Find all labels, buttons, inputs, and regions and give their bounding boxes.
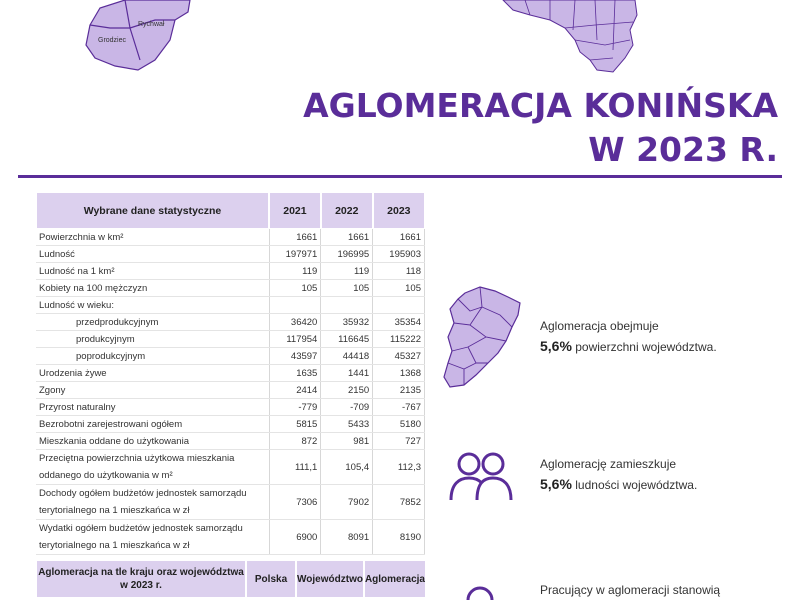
fact-area xyxy=(540,316,717,357)
table-row xyxy=(36,382,425,399)
row-label: Przeciętna powierzchnia użytkowa mieszkania oddanego do użytkowania w m² xyxy=(36,450,269,485)
header-label: Wybrane dane statystyczne xyxy=(36,193,269,229)
table-row xyxy=(36,485,425,520)
cell: 35354 xyxy=(373,314,425,331)
cell: 981 xyxy=(321,433,373,450)
cell: 119 xyxy=(321,263,373,280)
row-label: Urodzenia żywe xyxy=(36,365,269,382)
cell: 117954 xyxy=(269,331,321,348)
cell: 105 xyxy=(269,280,321,297)
cell: 2150 xyxy=(321,382,373,399)
comparison-header-wojewodztwo: Województwo xyxy=(296,561,364,597)
row-label: Dochody ogółem budżetów jednostek samorządu terytorialnego na 1 mieszkańca w zł xyxy=(36,485,269,520)
fact-workers-text: Pracujący w aglomeracji stanowią xyxy=(540,583,721,597)
cell: 1441 xyxy=(321,365,373,382)
cell: 8091 xyxy=(321,520,373,555)
header-2021: 2021 xyxy=(269,193,321,229)
cell: 2414 xyxy=(269,382,321,399)
fact-population-suffix: ludności województwa. xyxy=(571,478,698,492)
header-2022: 2022 xyxy=(321,193,373,229)
cell: 727 xyxy=(373,433,425,450)
cell: 111,1 xyxy=(269,450,321,485)
cell: 5180 xyxy=(373,416,425,433)
people-icon xyxy=(447,448,515,503)
fact-workers xyxy=(540,580,720,600)
cell: -779 xyxy=(269,399,321,416)
map-label-rychwal: Rychwał xyxy=(138,21,165,28)
row-label: Kobiety na 100 mężczyzn xyxy=(36,280,269,297)
cell: 6900 xyxy=(269,520,321,555)
cell: -767 xyxy=(373,399,425,416)
table-row xyxy=(36,229,425,246)
comparison-header-label: Aglomeracja na tle kraju oraz województwa w 2023 r. xyxy=(36,561,246,597)
table-row xyxy=(36,331,425,348)
cell: 115222 xyxy=(373,331,425,348)
cell: 197971 xyxy=(269,246,321,263)
table-row xyxy=(36,348,425,365)
statistics-table xyxy=(35,192,425,555)
comparison-header-polska: Polska xyxy=(246,561,296,597)
cell: 196995 xyxy=(321,246,373,263)
row-label: Mieszkania oddane do użytkowania xyxy=(36,433,269,450)
cell: 2135 xyxy=(373,382,425,399)
map-label-grodziec: Grodziec xyxy=(98,37,127,44)
title-line-1: AGLOMERACJA KONIŃSKA xyxy=(303,86,778,125)
region-map-small xyxy=(80,0,195,75)
title-divider xyxy=(18,175,782,178)
cell: 7306 xyxy=(269,485,321,520)
table-header-row xyxy=(36,193,425,229)
table-row xyxy=(36,399,425,416)
cell: 195903 xyxy=(373,246,425,263)
cell: 7902 xyxy=(321,485,373,520)
cell: 43597 xyxy=(269,348,321,365)
cell: 5815 xyxy=(269,416,321,433)
table-row xyxy=(36,433,425,450)
header-2023: 2023 xyxy=(373,193,425,229)
cell: 119 xyxy=(269,263,321,280)
row-label: Ludność xyxy=(36,246,269,263)
cell: 44418 xyxy=(321,348,373,365)
fact-population-text: Aglomerację zamieszkuje xyxy=(540,457,677,471)
row-label: Zgony xyxy=(36,382,269,399)
cell: 116645 xyxy=(321,331,373,348)
table-row xyxy=(36,246,425,263)
cell: 1661 xyxy=(373,229,425,246)
table-row xyxy=(36,365,425,382)
voivodeship-map xyxy=(495,0,645,75)
cell xyxy=(373,297,425,314)
row-label: Ludność na 1 km² xyxy=(36,263,269,280)
cell: 35932 xyxy=(321,314,373,331)
cell: 1661 xyxy=(321,229,373,246)
table-row xyxy=(36,450,425,485)
fact-area-text: Aglomeracja obejmuje xyxy=(540,319,659,333)
cell: 7852 xyxy=(373,485,425,520)
cell: 1661 xyxy=(269,229,321,246)
cell xyxy=(269,297,321,314)
cell: -709 xyxy=(321,399,373,416)
cell: 8190 xyxy=(373,520,425,555)
cell: 36420 xyxy=(269,314,321,331)
cell: 45327 xyxy=(373,348,425,365)
comparison-header-row xyxy=(36,561,425,597)
fact-area-suffix: powierzchni województwa. xyxy=(571,340,717,354)
cell: 118 xyxy=(373,263,425,280)
row-label: Powierzchnia w km² xyxy=(36,229,269,246)
cell: 112,3 xyxy=(373,450,425,485)
fact-population-value: 5,6% xyxy=(540,476,572,492)
row-label: Przyrost naturalny xyxy=(36,399,269,416)
table-row xyxy=(36,263,425,280)
cell: 105,4 xyxy=(321,450,373,485)
cell: 105 xyxy=(373,280,425,297)
row-label: Ludność w wieku: xyxy=(36,297,269,314)
row-label: Wydatki ogółem budżetów jednostek samorządu terytorialnego na 1 mieszkańca w zł xyxy=(36,520,269,555)
row-label: przedprodukcyjnym xyxy=(36,314,269,331)
row-label: poprodukcyjnym xyxy=(36,348,269,365)
page-title xyxy=(303,84,778,172)
region-map-icon xyxy=(440,285,525,390)
row-label: Bezrobotni zarejestrowani ogółem xyxy=(36,416,269,433)
cell: 1635 xyxy=(269,365,321,382)
title-line-2: W 2023 R. xyxy=(588,130,778,169)
comparison-table xyxy=(35,561,425,597)
cell: 5433 xyxy=(321,416,373,433)
table-row xyxy=(36,520,425,555)
fact-population xyxy=(540,454,697,495)
cell: 1368 xyxy=(373,365,425,382)
row-label: produkcyjnym xyxy=(36,331,269,348)
cell: 105 xyxy=(321,280,373,297)
table-row xyxy=(36,314,425,331)
cell xyxy=(321,297,373,314)
worker-icon xyxy=(460,584,500,600)
fact-area-value: 5,6% xyxy=(540,338,572,354)
table-row xyxy=(36,297,425,314)
cell: 872 xyxy=(269,433,321,450)
table-row xyxy=(36,416,425,433)
comparison-header-aglomeracja: Aglomeracja xyxy=(364,561,425,597)
table-row xyxy=(36,280,425,297)
